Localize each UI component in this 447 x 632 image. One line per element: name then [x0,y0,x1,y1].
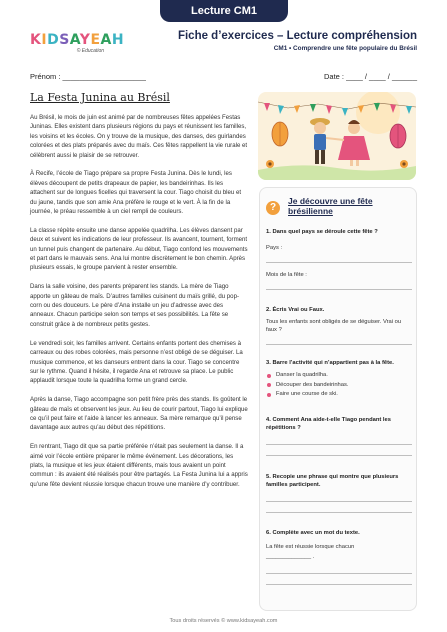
answer-line[interactable] [266,512,412,513]
questions-heading: Je découvre une fête brésilienne [288,196,373,216]
question-1-label: 1. Dans quel pays se déroule cette fête ? [266,229,378,235]
story-title: La Festa Junina au Brésil [30,91,170,104]
question-3 [266,359,412,400]
story-paragraph: La classe répète ensuite une danse appelée quadrilha. Les élèves dansent par deux et suivent les indications de leur professeur. Ils avancent, tournent, forment un tunnel puis changent de partenaire. Au début, Tiago confond les mouvements et part dans le mauvais sens. Ana lui montre discrètement le bon chemin. Après plusieurs essais, le groupe parvient à rester ensemble. [30,226,248,272]
question-4-label: 4. Comment Ana aide-t-elle Tiago pendant les répétitions ? [266,417,391,431]
questions-header [266,196,412,224]
question-6-text: La fête est réussie lorsque chacun [266,544,355,550]
answer-line[interactable] [266,573,412,574]
story-paragraph: À Recife, l’école de Tiago prépare sa propre Festa Junina. Dès le lundi, les élèves découpent de petits drapeaux de papier, les bandeirinhas. Ils les attachent sur de longues ficelles qui traversent la cour. Tiago choisit du bleu et du jaune, tandis que son amie Ana préfère le rouge et le vert. À la fin de la journée, le préau ressemble à un ciel rempli de couleurs. [30,170,242,216]
story-paragraph: Le vendredi soir, les familles arrivent. Certains enfants portent des chemises à carreaux ou des robes colorées, mais personne n’est obligé de se déguiser. La musique commence, et les danseurs entrent dans la cour. Tiago se concentre sur le rythme. Quand il hésite, il regarde Ana et retrouve sa place. Le public applaudit lorsque toute la quadrilha forme un grand cercle. [30,339,243,385]
question-4 [266,416,412,456]
answer-line[interactable] [266,262,412,263]
question-5-label: 5. Recopie une phrase qui montre que plusieurs familles participent. [266,474,399,488]
story-paragraph: Après la danse, Tiago accompagne son petit frère près des stands. Ils goûtent le gâteau de maïs et observent les jeux. Au lieu de courir partout, Tiago lui explique ce qu’il peut faire et l’aide à lancer les anneaux. Sa mère remarque qu’il pense davantage aux autres qu’au début des répétitions. [30,396,248,432]
dancing-children-image [258,92,416,180]
worksheet-title: Fiche d’exercices – Lecture compréhension [177,30,417,42]
worksheet-subtitle: CM1 • Comprendre une fête populaire du Brésil [273,45,417,52]
question-2 [266,306,412,345]
answer-line[interactable] [266,444,412,445]
answer-line[interactable] [266,501,412,502]
question-6-label: 6. Complète avec un mot du texte. [266,530,360,536]
option-item[interactable]: Danser la quadrilha. [266,371,412,381]
answer-line[interactable] [266,289,412,290]
question-6 [266,529,412,585]
question-2-label: 2. Écris Vrai ou Faux. [266,307,325,313]
option-item[interactable]: Découper des bandeirinhas. [266,381,412,391]
date-field[interactable]: Date : ____ / ____ / ______ [324,72,417,81]
footer-copyright: Tous droits réservés © www.kidsayeah.com [169,618,278,624]
question-2-text: Tous les enfants sont obligés de se déguiser. Vrai ou faux ? [266,319,402,333]
kidsayeah-logo [30,32,125,64]
story-paragraph: En rentrant, Tiago dit que sa partie préférée n’était pas seulement la danse. Il a aimé voir l’école entière préparer le même événement. Les décorations, les plats, la musique et les jeux étaient différents, mais tous avaient un point commun : ils avaient été réalisés pour être partagés. La Festa Junina lui a appris qu’une fête devient réussie lorsque chacun trouve une manière d’y contribuer. [30,443,248,488]
logo-subtitle: © Education [76,48,104,54]
story-paragraph: Au Brésil, le mois de juin est animé par de nombreuses fêtes appelées Festas Juninas. Elles existent dans plusieurs régions du pays et réunissent les familles, les voisins et les écoles. On y trouve de la musique, des danses, des guirlandes colorées et des plats préparés avec du maïs. Ces fêtes rappellent la vie rurale et célèbrent aussi le plaisir de se retrouver. [30,114,248,159]
option-item[interactable]: Faire une course de ski. [266,390,412,400]
answer-line[interactable] [266,584,412,585]
story-paragraph: Dans la salle voisine, des parents préparent les stands. La mère de Tiago apporte un gâteau de maïs. D’autres familles cuisinent du maïs grillé, du pop-corn ou des douceurs. Le père d’Ana installe un jeu d’adresse avec des anneaux. Chacun participe selon son temps et ses possibilités. La fête se construit grâce à de nombreux petits gestes. [30,283,239,328]
answer-line[interactable] [266,455,412,456]
question-3-label: 3. Barre l’activité qui n’appartient pas à la fête. [266,360,394,366]
questions-panel [259,187,417,611]
question-6-blank[interactable]: ______________ . [266,554,315,560]
story-text [30,113,248,499]
logo-wordmark: KIDSAYEAH [30,32,125,48]
question-mark-icon: ? [266,201,280,215]
festa-junina-illustration [258,92,416,180]
worksheet-tab: Lecture CM1 [160,0,288,22]
month-field-label: Mois de la fête : [266,272,307,278]
question-5 [266,473,412,513]
question-1 [266,228,412,290]
answer-line[interactable] [266,344,412,345]
country-field-label: Pays : [266,245,283,251]
name-field[interactable]: Prénom : ____________________ [30,72,146,81]
